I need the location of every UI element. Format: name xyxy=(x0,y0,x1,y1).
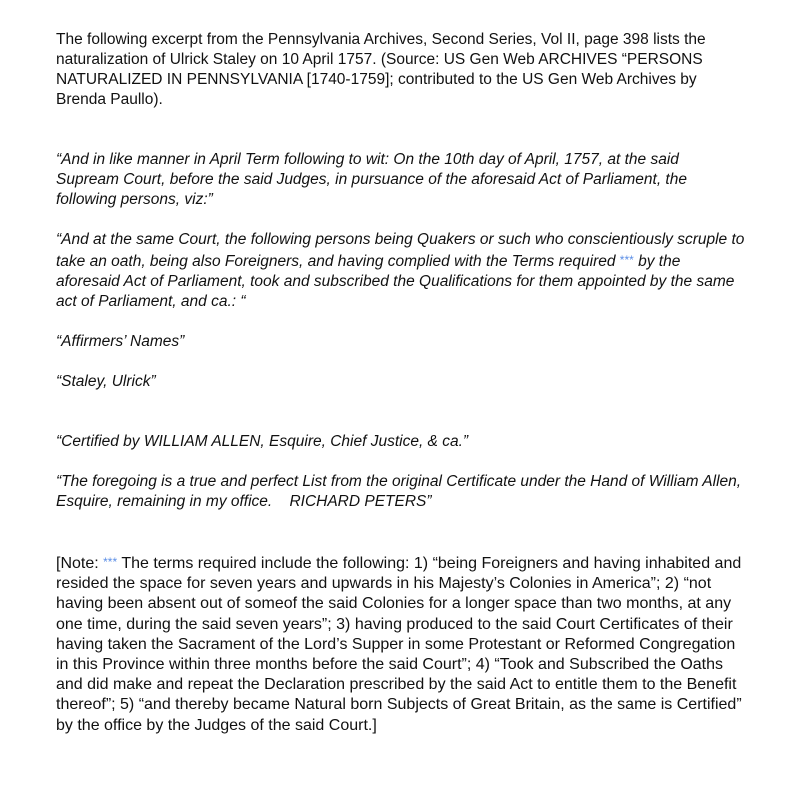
intro-paragraph: The following excerpt from the Pennsylvania Archives, Second Series, Vol II, page 398 lists the naturalization of Ulrick Staley on 10 April 1757. (Source: US Gen Web ARCHIVES “PERSONS NATURALIZED IN PENNSYLVANIA [1740-1759]; contributed to the US Gen Web Archives by Brenda Paullo). xyxy=(56,31,706,108)
note-footnote-marker: *** xyxy=(103,555,118,569)
note-paragraph xyxy=(56,552,746,736)
note-body: The terms required include the following: 1) “being Foreigners and having inhabited and resided the space for seven years and upwards in his Majesty’s Colonies in America”; 2) “not having been absent out of someof the said Colonies for a longer space than two months, at any one time, during the said seven years”; 3) having produced to the said Court Certificates of their having taken the Sacrament of the Lord’s Supper in some Protestant or Reformed Congregation in this Province within three months before the said Court”; 4) “Took and Subscribed the Oaths and did make and repeat the Declaration prescribed by the said Act to entitle them to the Benefit thereof”; 5) “and thereby became Natural born Subjects of Great Britain, as the same is Certified” by the office by the Judges of the said Court.] xyxy=(56,555,742,734)
quote-april-term: “And in like manner in April Term following to wit: On the 10th day of April, 1757, at the said Supream Court, before the said Judges, in pursuance of the aforesaid Act of Parliament, the following persons, viz:” xyxy=(56,151,687,208)
quote-certified: “Certified by WILLIAM ALLEN, Esquire, Chief Justice, & ca.” xyxy=(56,433,469,450)
note-prefix: [Note: xyxy=(56,555,104,572)
quote-staley-ulrick: “Staley, Ulrick” xyxy=(56,373,156,390)
quote-quakers-before: “And at the same Court, the following persons being Quakers or such who conscientiously scruple to take an oath, being also Foreigners, and having complied with the Terms required xyxy=(56,231,745,270)
document-page xyxy=(56,30,746,736)
quote-quakers-after: by the aforesaid Act of Parliament, took and subscribed the Qualifications for them appointed by the same act of Parliament, and ca.: “ xyxy=(56,253,735,310)
footnote-marker: *** xyxy=(619,253,634,267)
quote-foregoing-list: “The foregoing is a true and perfect List from the original Certificate under the Hand of William Allen, Esquire, remaining in my office. RICHARD PETERS” xyxy=(56,473,746,510)
quote-quakers xyxy=(56,230,746,312)
quote-affirmers-names: “Affirmers’ Names” xyxy=(56,333,185,350)
